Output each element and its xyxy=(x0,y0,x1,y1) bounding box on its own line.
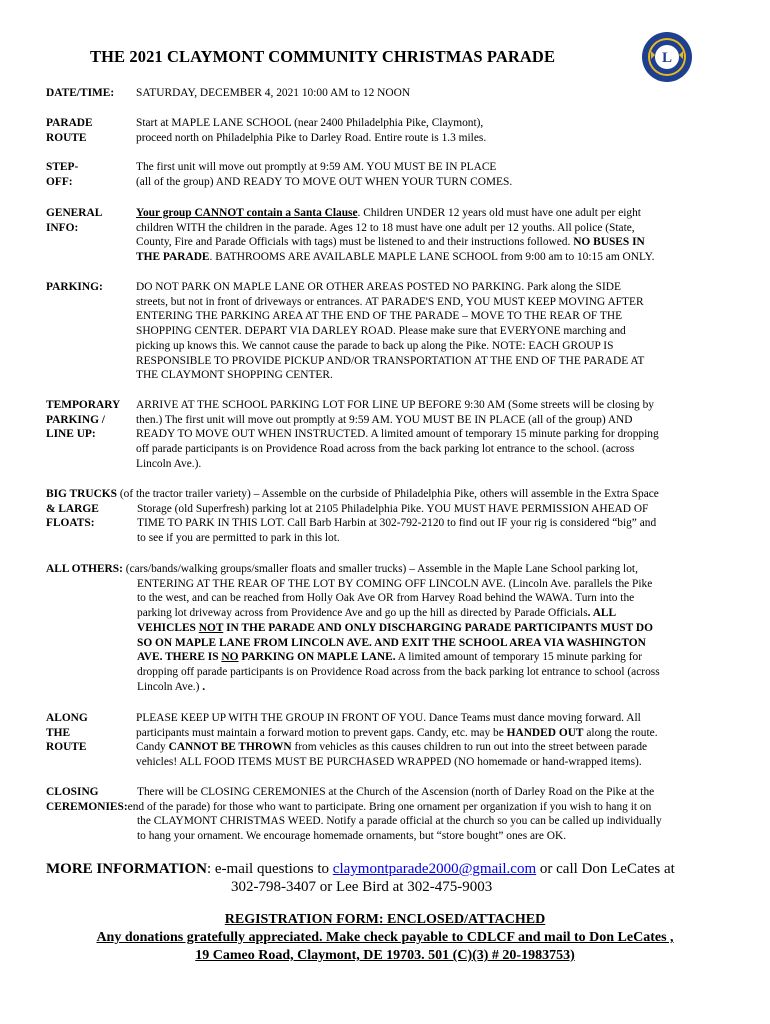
closing-text: There will be CLOSING CEREMONIES at the Church of the Ascension (north of Darley Road on the Pike at the xyxy=(137,786,655,798)
bigtrucks-text: (of the tractor trailer variety) – Assemble on the curbside of Philadelphia Pike, others will assemble in the Extra Space xyxy=(117,488,659,500)
allothers-text: A limited amount of temporary 15 minute parking for xyxy=(395,651,642,664)
parking-line: RESPONSIBLE TO PROVIDE PICKUP AND/OR TRANSPORTATION AT THE END OF THE PARADE AT xyxy=(136,354,645,367)
temporary-label: TEMPORARY PARKING / LINE UP: xyxy=(46,399,121,441)
email-link[interactable]: claymontparade2000@gmail.com xyxy=(332,861,537,877)
stepoff-line: (all of the group) AND READY TO MOVE OUT WHEN YOUR TURN COMES. xyxy=(136,175,513,188)
svg-text:L: L xyxy=(661,50,673,66)
allothers-label: ALL OTHERS: xyxy=(46,563,123,575)
route-label: PARADE ROUTE xyxy=(46,117,93,144)
more-info-section xyxy=(46,860,675,896)
temporary-line: READY TO MOVE OUT WHEN INSTRUCTED. A limited amount of temporary 15 minute parking for dropping xyxy=(136,428,659,441)
temporary-line: then.) The first unit will move out promptly at 9:59 AM. YOU MUST BE IN PLACE (all of the group) AND xyxy=(136,413,633,426)
temporary-line: ARRIVE AT THE SCHOOL PARKING LOT FOR LINE UP BEFORE 9:30 AM (Some streets will be closing by xyxy=(136,399,654,411)
allothers-bold: IN THE PARADE AND ONLY DISCHARGING PARADE PARTICIPANTS MUST DO xyxy=(223,621,653,634)
allothers-text: (cars/bands/walking groups/smaller floats and smaller trucks) – Assemble in the Maple Lane School parking lot, xyxy=(122,563,638,575)
allothers-bold: PARKING ON MAPLE LANE. xyxy=(238,651,396,664)
allothers-line: SO ON MAPLE LANE FROM LINCOLN AVE. AND EXIT THE SCHOOL AREA VIA WASHINGTON xyxy=(137,636,646,649)
parking-line: THE CLAYMONT SHOPPING CENTER. xyxy=(136,369,333,382)
allothers-bold: . xyxy=(202,680,206,693)
allothers-text: Lincoln Ave.) xyxy=(137,680,203,693)
along-text: along the route. xyxy=(583,726,658,739)
bigtrucks-text: TIME TO PARK IN THIS LOT. Call Barb Harbin at 302-792-2120 to find out IF your rig is considered “big” and xyxy=(137,517,657,530)
mailing-address: 19 Cameo Road, Claymont, DE 19703. 501 (C)(3) # 20-1983753) xyxy=(195,948,575,963)
allothers-bold: AVE. THERE IS xyxy=(137,651,222,664)
the-parade-text: THE PARADE xyxy=(136,251,210,264)
parking-line: streets, but not in front of driveways or entrances. AT PARADE'S END, YOU MUST KEEP MOVING AFTER xyxy=(136,295,644,308)
lions-club-logo-icon xyxy=(641,31,693,83)
allothers-line: dropping off parade participants is on Providence Road across from the back parking lot entrance to school (across xyxy=(137,665,660,678)
parking-line: DO NOT PARK ON MAPLE LANE OR OTHER AREAS POSTED NO PARKING. Park along the SIDE xyxy=(136,281,621,293)
route-line: Start at MAPLE LANE SCHOOL (near 2400 Philadelphia Pike, Claymont), xyxy=(136,117,484,129)
along-label: ALONG THE ROUTE xyxy=(46,712,88,754)
more-info-text: or call Don LeCates at xyxy=(536,861,675,877)
parking-line: ENTERING THE PARKING AREA AT THE END OF THE PARADE – MOVE TO THE REAR OF THE xyxy=(136,310,623,323)
bigtrucks-label: FLOATS: xyxy=(46,517,95,530)
closing-label: CEREMONIES: xyxy=(46,800,128,813)
allothers-line: to the west, and can be reached from Holly Oak Ave OR from Harvey Road behind the WAWA. Turn into the xyxy=(137,592,635,605)
bigtrucks-label: BIG TRUCKS xyxy=(46,488,118,500)
datetime-label: DATE/TIME: xyxy=(46,87,115,99)
allothers-line: ENTERING AT THE REAR OF THE LOT BY COMING OFF LINCOLN AVE. (Lincoln Ave. parallels the Pike xyxy=(137,577,653,590)
closing-text: end of the parade) for those who want to participate. Bring one ornament per organization if you wish to hang it on xyxy=(127,800,652,813)
bigtrucks-text: Storage (old Superfresh) parking lot at 2105 Philadelphia Pike. YOU MUST HAVE PERMISSION AHEAD OF xyxy=(137,502,649,515)
more-info-text: : e-mail questions to xyxy=(206,861,333,877)
along-text: from vehicles as this causes children to run out into the street between parade xyxy=(291,741,648,754)
handed-out-text: HANDED OUT xyxy=(506,726,584,739)
along-line: vehicles! ALL FOOD ITEMS MUST BE PURCHASED WRAPPED (NO homemade or hand-wrapped items). xyxy=(136,756,642,769)
general-label: GENERAL INFO: xyxy=(46,207,103,234)
allothers-bold: VEHICLES xyxy=(137,621,199,634)
temporary-line: Lincoln Ave.). xyxy=(136,457,202,470)
general-line: children WITH the children in the parade. Ages 12 to 18 must have one adult per 12 youths. All police (State, xyxy=(136,221,635,234)
allothers-text: parking lot driveway across from Providence Ave and go up the hill as directed by Parade Officials xyxy=(137,607,588,620)
general-text: County, Fire and Parade Officials with tags) must be listened to and their instructions followed. xyxy=(136,236,574,249)
allothers-underline: NO xyxy=(221,651,239,664)
along-text: Candy xyxy=(136,741,169,754)
along-line: PLEASE KEEP UP WITH THE GROUP IN FRONT OF YOU. Dance Teams must dance moving forward. All xyxy=(136,712,641,724)
page-title: THE 2021 CLAYMONT COMMUNITY CHRISTMAS PARADE xyxy=(90,47,556,66)
stepoff-label: STEP-OFF: xyxy=(46,161,79,188)
parking-line: SHOPPING CENTER. DEPART VIA DARLEY ROAD. Please make sure that EVERYONE marching and xyxy=(136,325,626,338)
general-text: . Children UNDER 12 years old must have one adult per eight xyxy=(357,207,641,219)
phone-numbers: 302-798-3407 or Lee Bird at 302-475-9003 xyxy=(231,879,493,895)
datetime-text: SATURDAY, DECEMBER 4, 2021 10:00 AM to 12 NOON xyxy=(136,87,411,99)
closing-line: the CLAYMONT CHRISTMAS WEED. Notify a parade official at the church so you can be called up individually xyxy=(137,815,662,828)
general-text: . BATHROOMS ARE AVAILABLE MAPLE LANE SCHOOL from 9:00 am to 10:15 am ONLY. xyxy=(209,251,655,264)
temporary-line: off parade participants is on Providence Road across from the back parking lot entrance to the school. (across xyxy=(136,443,635,456)
parking-label: PARKING: xyxy=(46,281,103,293)
santa-warning: Your group CANNOT contain a Santa Clause xyxy=(136,207,358,219)
bigtrucks-line: to see if you are permitted to park in this lot. xyxy=(137,532,340,545)
parking-line: picking up knows this. We cannot cause the parade to back up along the Pike. NOTE: EACH GROUP IS xyxy=(136,339,614,352)
along-text: participants must maintain a forward motion to prevent gaps. Candy, etc. may be xyxy=(136,726,507,739)
closing-line: to hang your ornament. We encourage homemade ornaments, but “store bought” ones are OK. xyxy=(137,830,567,843)
allothers-bold: . ALL xyxy=(587,607,617,620)
allothers-underline: NOT xyxy=(198,621,224,634)
route-line: proceed north on Philadelphia Pike to Darley Road. Entire route is 1.3 miles. xyxy=(136,131,487,144)
closing-label: CLOSING xyxy=(46,786,99,798)
donation-line: Any donations gratefully appreciated. Make check payable to CDLCF and mail to Don LeCates , xyxy=(96,930,674,945)
more-info-label: MORE INFORMATION xyxy=(46,861,207,877)
bigtrucks-label: & LARGE xyxy=(46,502,99,515)
no-buses-text: NO BUSES IN xyxy=(573,236,645,249)
registration-heading: REGISTRATION FORM: ENCLOSED/ATTACHED xyxy=(224,912,546,927)
cannot-be-thrown-text: CANNOT BE THROWN xyxy=(168,741,292,754)
stepoff-line: The first unit will move out promptly at 9:59 AM. YOU MUST BE IN PLACE xyxy=(136,161,497,173)
